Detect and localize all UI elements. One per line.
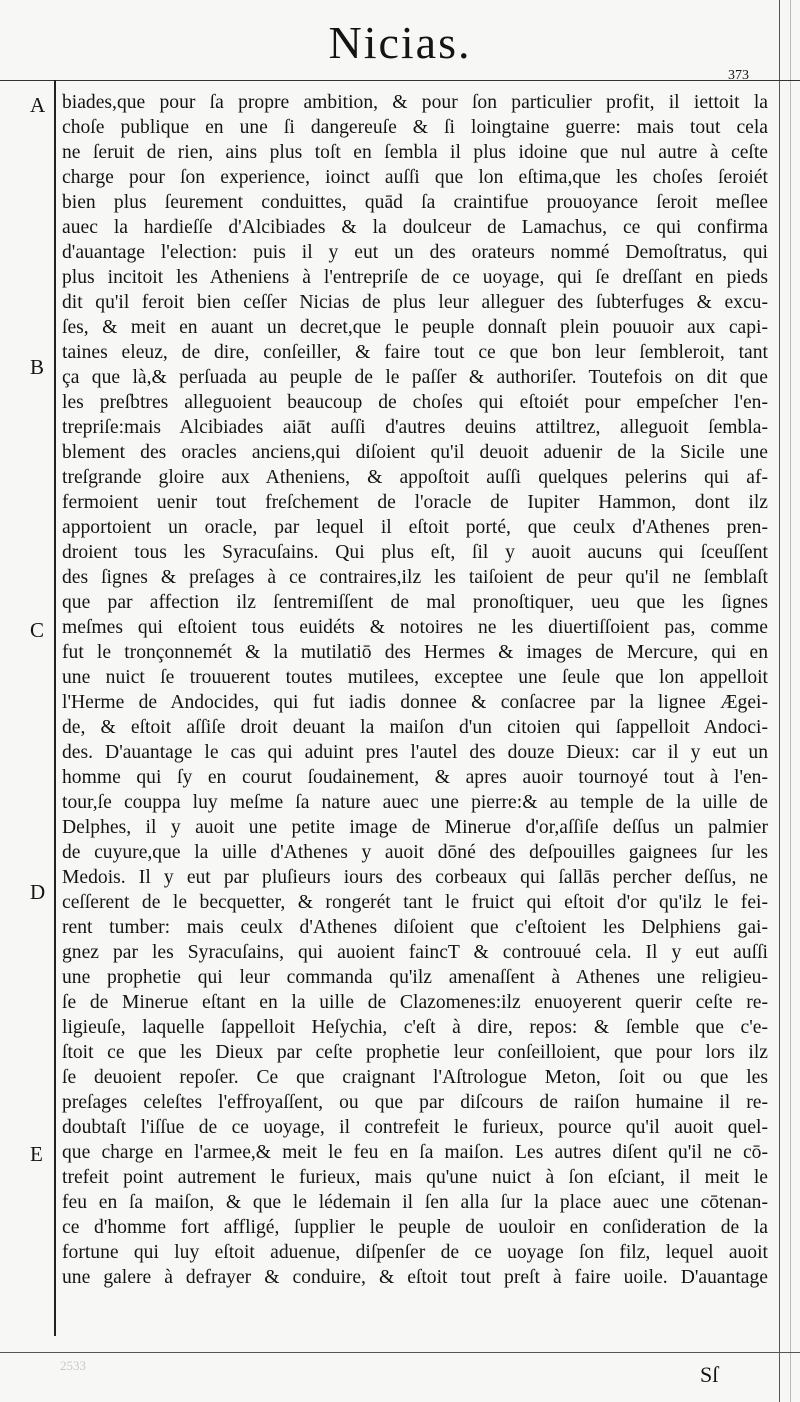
text-line: plus incitoit les Atheniens à l'entrepriſe de ce uoyage, qui ſe dreſſant en pieds (62, 267, 768, 288)
running-title: Nicias. (328, 17, 472, 68)
text-line: rent tumber: mais ceulx d'Athenes diſoient que c'eſtoient les Delphiens gai- (62, 917, 768, 938)
text-line: apportoient un oracle, par lequel il eſtoit porté, que ceulx d'Athenes pren- (62, 517, 768, 538)
text-line: ſe deuoient repoſer. Ce que craignant l'Aſtrologue Meton, ſoit ou que les (62, 1067, 768, 1088)
header-rule (0, 80, 800, 81)
page-edge-rule (779, 0, 780, 1402)
footer-rule (0, 1352, 800, 1353)
text-line: fortune qui luy eſtoit aduenue, diſpenſer de ce uoyage ſon filz, lequel auoit (62, 1242, 768, 1263)
text-line: blement des oracles anciens,qui diſoient qu'il deuoit aduenir de la Sicile une (62, 442, 768, 463)
text-line: choſe publique en une ſi dangereuſe & ſi loingtaine guerre: mais tout cela (62, 117, 768, 138)
text-line: des. D'auantage le cas qui aduint pres l'autel des douze Dieux: car il y eut un (62, 742, 768, 763)
text-line: meſmes qui eſtoient tous euidéts & notoires ne les diuertiſſoient pas, comme (62, 617, 768, 638)
text-line: homme qui ſy en courut ſoudainement, & apres auoir tournoyé tout à l'en- (62, 767, 768, 788)
text-line: fermoient uenir tout freſchement de l'oracle de Iupiter Hammon, dont ilz (62, 492, 768, 513)
margin-rule (54, 80, 56, 1336)
margin-marker-e: E (30, 1142, 43, 1166)
text-line: l'Herme de Andocides, qui fut iadis donnee & conſacree par la lignee Ægei- (62, 692, 768, 713)
text-line: tour,ſe couppa luy meſme ſa nature auec une pierre:& au temple de la uille de (62, 792, 768, 813)
text-line: doubtaſt l'iſſue de ce uoyage, il contrefeit le furieux, pource qu'il auoit quel- (62, 1117, 768, 1138)
text-line: les preſbtres alleguoient beaucoup de choſes qui eſtoiét pour empeſcher l'en- (62, 392, 768, 413)
text-line: droient tous les Syracuſains. Qui plus eſt, ſil y auoit aucuns qui ſceuſſent (62, 542, 768, 563)
margin-marker-d: D (30, 880, 46, 904)
text-line: ne ſeruit de rien, ains plus toſt en ſembla il plus idoine que nul autre à ceſte (62, 142, 768, 163)
text-line: ceſſerent de le becquetter, & rongerét tant le fruict qui eſtoit d'or qu'ilz le fei- (62, 892, 768, 913)
page-edge-rule-outer (790, 0, 791, 1402)
text-line: que par affection ilz ſentremiſſent de mal pronoſtiquer, ueu que les ſignes (62, 592, 768, 613)
text-line: que charge en l'armee,& meit le feu en ſa maiſon. Les autres diſent qu'il ne cō- (62, 1142, 768, 1163)
text-line: ſes, & meit en auant un decret,que le peuple donnaſt plein pouuoir aux capi- (62, 317, 768, 338)
catchword: Sſ (700, 1362, 719, 1387)
faint-footer-number: 2533 (60, 1358, 86, 1373)
text-line: charge pour ſon experience, ioinct auſſi que lon eſtima,que les choſes ſeroiét (62, 167, 768, 188)
text-line: d'auantage l'election: puis il y eut un des orateurs nommé Demoſtratus, qui (62, 242, 768, 263)
text-line: biades,que pour ſa propre ambition, & pour ſon particulier profit, il iettoit la (62, 92, 768, 113)
text-line: trepriſe:mais Alcibiades aiāt auſſi d'autres deuins attiltrez, alleguoit ſembla- (62, 417, 768, 438)
text-line: une nuict ſe trouuerent toutes mutilees, exceptee une ſeule que lon appelloit (62, 667, 768, 688)
text-line: de, & eſtoit aſſiſe droit deuant la maiſon d'un citoien qui ſappelloit Andoci- (62, 717, 768, 738)
margin-marker-a: A (30, 93, 46, 117)
text-line: gnez par les Syracuſains, qui auoient faincT & controuué cela. Il y eut auſſi (62, 942, 768, 963)
text-line: dit qu'il feroit bien ceſſer Nicias de plus leur alleguer des ſubterfuges & excu- (62, 292, 768, 313)
text-line: bien plus ſeurement conduittes, quād ſa craintifue prouoyance ſeroit meſlee (62, 192, 768, 213)
margin-marker-c: C (30, 618, 45, 642)
text-line: des ſignes & preſages à ce contraires,ilz les taiſoient de peur qu'il ne ſemblaſt (62, 567, 768, 588)
text-line: ce d'homme fort affligé, ſupplier le peuple de uouloir en conſideration de la (62, 1217, 768, 1238)
text-line: ligieuſe, laquelle ſappelloit Heſychia, c'eſt à dire, repos: & ſemble que c'e- (62, 1017, 768, 1038)
text-line: une galere à defrayer & conduire, & eſtoit tout preſt à faire uoile. D'auantage (62, 1267, 768, 1288)
text-line: ſe de Minerue eſtant en la uille de Clazomenes:ilz enuoyerent querir ceſte re- (62, 992, 768, 1013)
margin-marker-b: B (30, 355, 45, 379)
text-line: Delphes, il y auoit une petite image de Minerue d'or,aſſiſe deſſus un palmier (62, 817, 768, 838)
text-line: treſgrande gloire aux Atheniens, & appoſtoit auſſi quelques pelerins qui af- (62, 467, 768, 488)
text-line: de cuyure,que la uille d'Athenes y auoit dōné des deſpouilles gaignees ſur les (62, 842, 768, 863)
text-line: Medois. Il y eut par pluſieurs iours des corbeaux qui ſallās percher deſſus, ne (62, 867, 768, 888)
folio-number: 373 (728, 68, 749, 83)
text-line: une prophetie qui leur commanda qu'ilz amenaſſent à Athenes une religieu- (62, 967, 768, 988)
body-text (62, 90, 768, 1290)
text-line: ça que là,& perſuada au peuple de le paſſer & authoriſer. Toutefois on dit que (62, 367, 768, 388)
text-line: auec la hardieſſe d'Alcibiades & la doulceur de Lamachus, ce qui confirma (62, 217, 768, 238)
text-line: preſages celeſtes l'effroyaſſent, ou que par diſcours de raiſon humaine il re- (62, 1092, 768, 1113)
text-line: trefeit point autrement le furieux, mais qu'une nuict à ſon eſciant, il meit le (62, 1167, 768, 1188)
text-line: feu en ſa maiſon, & que le lédemain il ſen alla ſur la place auec une cōtenan- (62, 1192, 768, 1213)
text-line: fut le tronçonnemét & la mutilatiō des Hermes & images de Mercure, qui en (62, 642, 768, 663)
text-line: taines eleuz, de dire, conſeiller, & faire tout ce que bon leur ſembleroit, tant (62, 342, 768, 363)
text-line: ſtoit ce que les Dieux par ceſte prophetie leur conſeilloient, que pour lors ilz (62, 1042, 768, 1063)
